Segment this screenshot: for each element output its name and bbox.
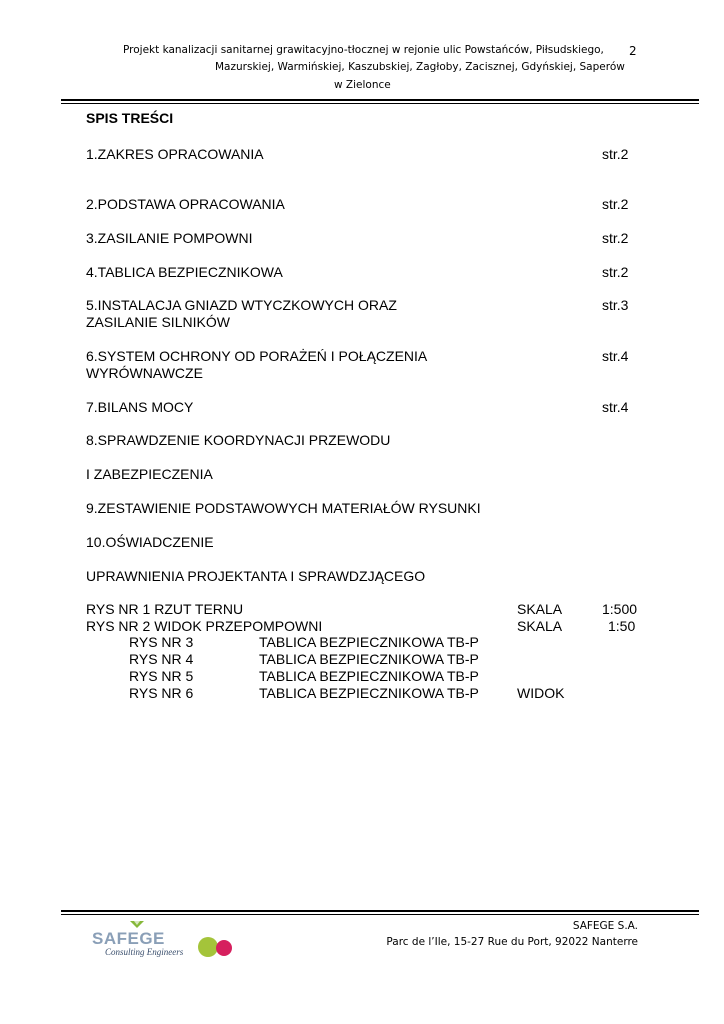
header-rule-thick — [61, 99, 699, 101]
footer-company: SAFEGE S.A. — [572, 920, 638, 932]
toc-entry-7: 7.BILANS MOCY — [86, 399, 194, 415]
company-logo — [90, 917, 240, 961]
logo-text: SAFEGE — [92, 929, 165, 948]
toc-entry-8b: I ZABEZPIECZENIA — [86, 466, 213, 482]
drawing-6-number: RYS NR 6 — [129, 685, 194, 701]
toc-page-5: str.3 — [602, 297, 629, 313]
page-number: 2 — [629, 44, 637, 58]
drawing-2-scale: 1:50 — [608, 618, 636, 634]
toc-entry-11: UPRAWNIENIA PROJEKTANTA I SPRAWDZJĄCEGO — [86, 568, 426, 584]
drawing-4-number: RYS NR 4 — [129, 651, 194, 667]
header-line-1: Projekt kanalizacji sanitarnej grawitacyjno-tłocznej w rejonie ulic Powstańców, Piłsudskiego, — [123, 44, 604, 56]
header-line-2: Mazurskiej, Warmińskiej, Kaszubskiej, Zagłoby, Zacisznej, Gdyńskiej, Saperów — [215, 61, 625, 73]
header-rule-thin — [61, 103, 699, 104]
toc-title: SPIS TREŚCI — [86, 110, 174, 126]
header-line-3: w Zielonce — [334, 79, 391, 91]
toc-page-6: str.4 — [602, 348, 629, 364]
drawing-1-label: RYS NR 1 RZUT TERNU — [86, 601, 244, 617]
drawing-2-label: RYS NR 2 WIDOK PRZEPOMPOWNI — [86, 618, 323, 634]
toc-entry-6: 6.SYSTEM OCHRONY OD PORAŻEŃ I POŁĄCZENIA — [86, 348, 428, 364]
toc-page-7: str.4 — [602, 399, 629, 415]
toc-entry-8: 8.SPRAWDZENIE KOORDYNACJI PRZEWODU — [86, 432, 391, 448]
toc-page-1: str.2 — [602, 146, 629, 162]
drawing-3-description: TABLICA BEZPIECZNIKOWA TB-P — [259, 634, 479, 650]
footer-rule-thin — [61, 914, 699, 915]
drawing-1-scale-label: SKALA — [517, 601, 563, 617]
toc-page-3: str.2 — [602, 230, 629, 246]
drawing-4-description: TABLICA BEZPIECZNIKOWA TB-P — [259, 651, 479, 667]
toc-entry-10: 10.OŚWIADCZENIE — [86, 534, 214, 550]
toc-entry-3: 3.ZASILANIE POMPOWNI — [86, 230, 253, 246]
toc-page-4: str.2 — [602, 264, 629, 280]
toc-entry-2: 2.PODSTAWA OPRACOWANIA — [86, 196, 285, 212]
drawing-3-number: RYS NR 3 — [129, 634, 194, 650]
toc-entry-1: 1.ZAKRES OPRACOWANIA — [86, 146, 264, 162]
toc-entry-5-line-2: ZASILANIE SILNIKÓW — [86, 314, 230, 330]
drawing-5-description: TABLICA BEZPIECZNIKOWA TB-P — [259, 668, 479, 684]
logo-subtitle: Consulting Engineers — [105, 947, 184, 957]
drawing-5-number: RYS NR 5 — [129, 668, 194, 684]
drawing-6-extra: WIDOK — [517, 685, 565, 701]
footer-address: Parc de l’Ile, 15-27 Rue du Port, 92022 Nanterre — [386, 936, 638, 948]
toc-page-2: str.2 — [602, 196, 629, 212]
footer-rule-thick — [61, 910, 699, 912]
drawing-6-description: TABLICA BEZPIECZNIKOWA TB-P — [259, 685, 479, 701]
toc-entry-6-line-2: WYRÓWNAWCZE — [86, 365, 203, 381]
toc-entry-9: 9.ZESTAWIENIE PODSTAWOWYCH MATERIAŁÓW RYSUNKI — [86, 500, 481, 516]
toc-entry-5: 5.INSTALACJA GNIAZD WTYCZKOWYCH ORAZ — [86, 297, 397, 313]
drawing-2-scale-label: SKALA — [517, 618, 563, 634]
toc-entry-4: 4.TABLICA BEZPIECZNIKOWA — [86, 264, 283, 280]
drawing-1-scale: 1:500 — [602, 601, 638, 617]
